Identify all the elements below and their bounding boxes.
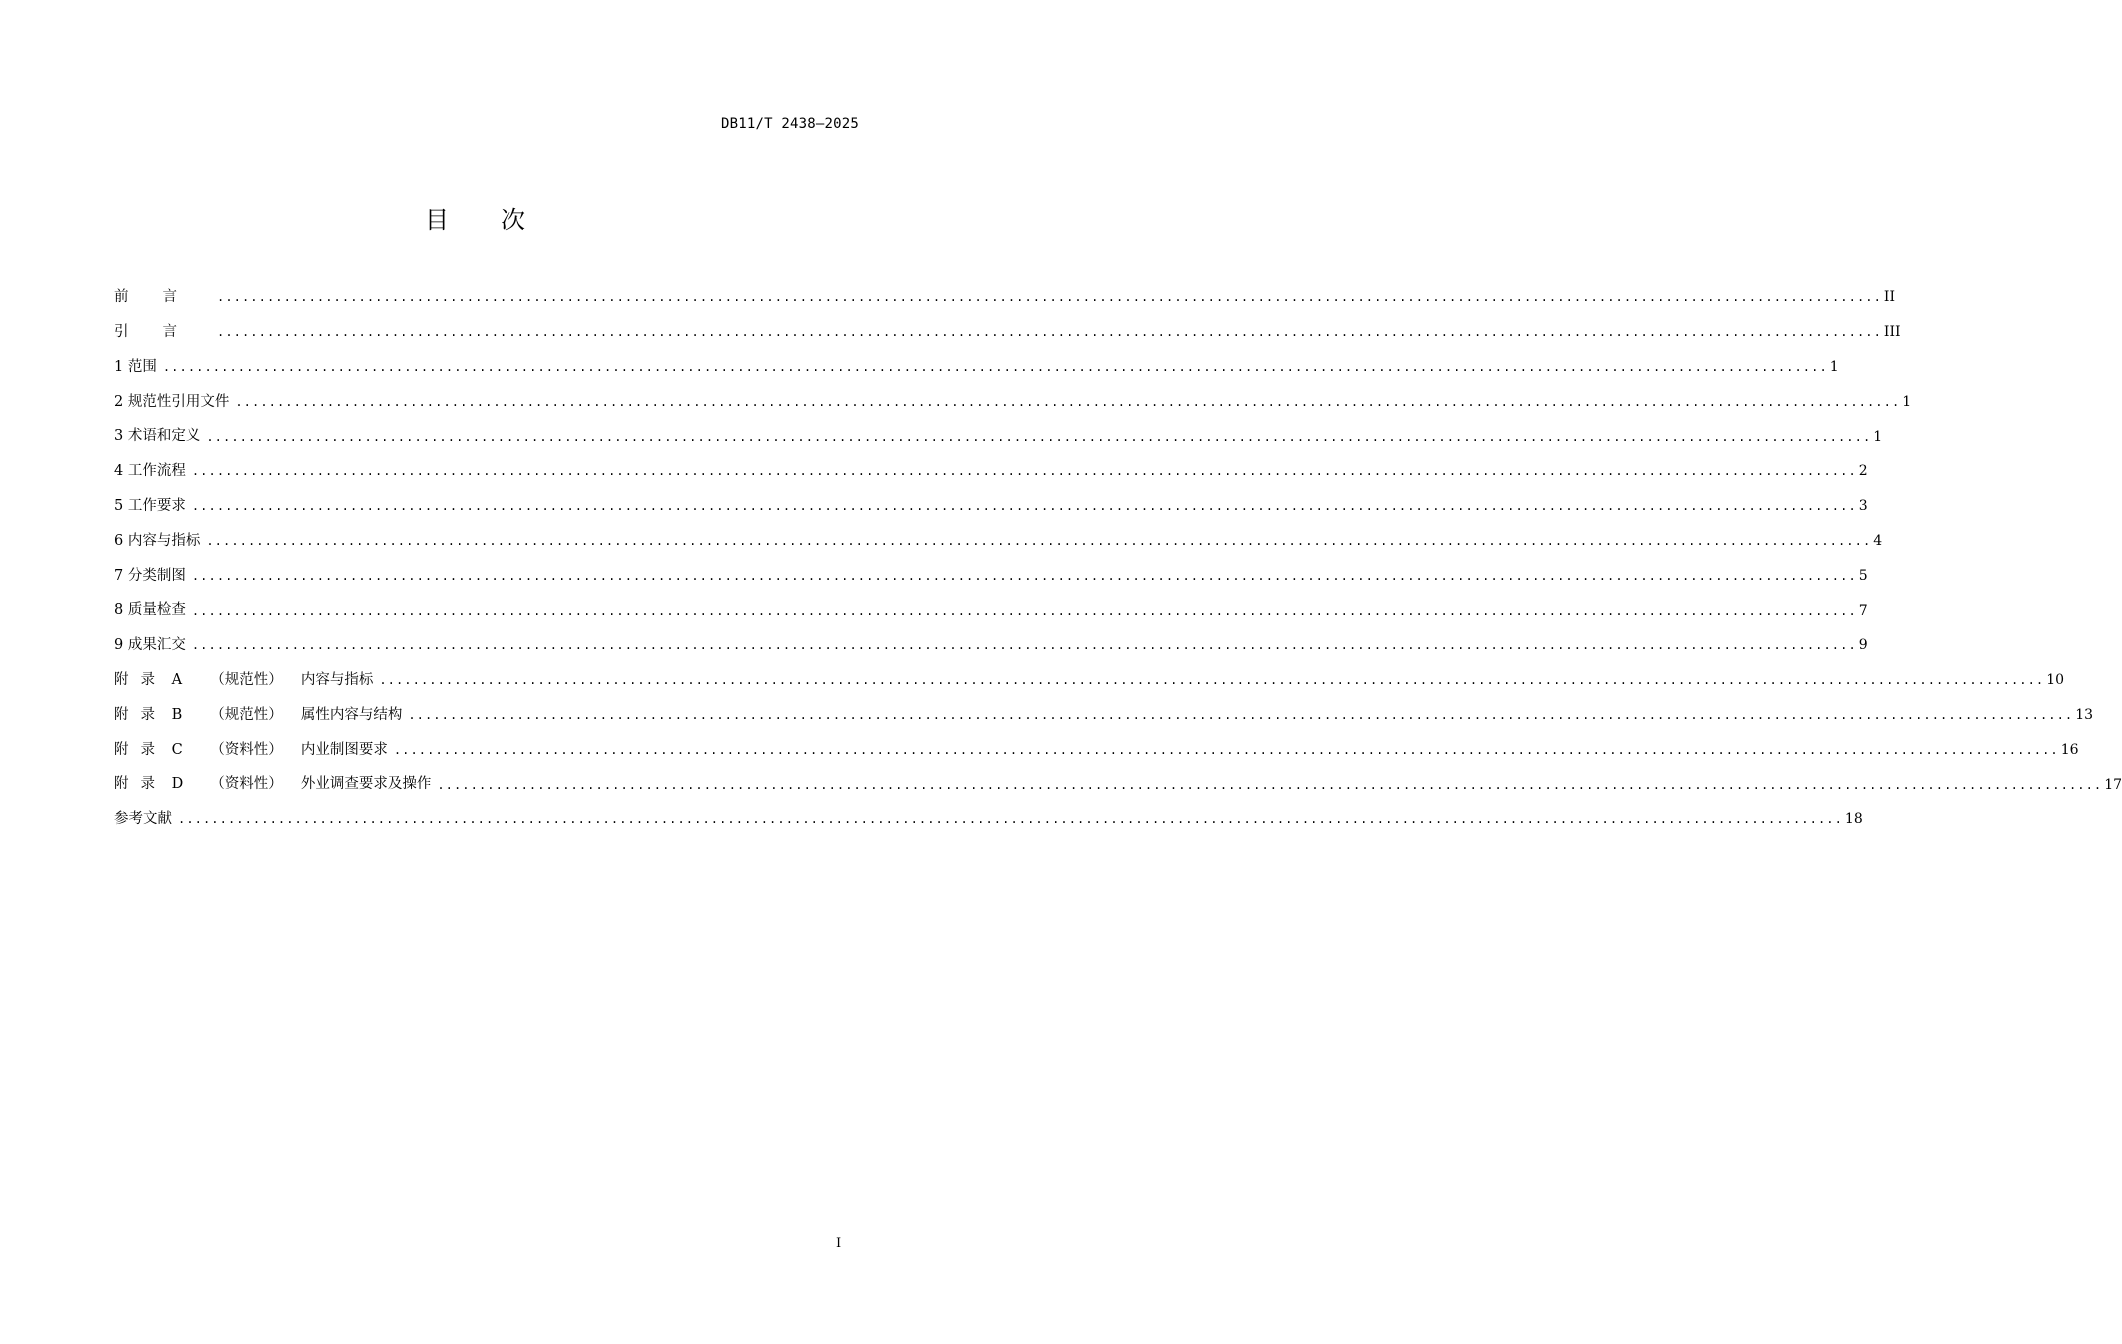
appendix-prefix: 附录 bbox=[114, 776, 167, 793]
toc-entry-appendix-d[interactable] bbox=[114, 767, 2122, 802]
dot-leader: ........................................................................................................................................................................................................ bbox=[206, 429, 1872, 444]
toc-entry-workflow[interactable] bbox=[114, 454, 1868, 489]
toc-entry-work-requirements[interactable] bbox=[114, 489, 1868, 524]
appendix-letter: A bbox=[171, 671, 183, 688]
dot-leader: ........................................................................................................................................................................................................ bbox=[437, 777, 2103, 792]
dot-leader: ........................................................................................................................................................................................................ bbox=[217, 325, 1882, 340]
dot-leader: ........................................................................................................................................................................................................ bbox=[191, 638, 1857, 653]
toc-entry-introduction[interactable] bbox=[114, 315, 1901, 350]
toc-entry-bibliography[interactable] bbox=[114, 802, 1863, 837]
dot-leader: ........................................................................................................................................................................................................ bbox=[408, 707, 2074, 722]
toc-entry-label: 3 术语和定义 bbox=[114, 428, 201, 445]
appendix-kind: （资料性） bbox=[210, 741, 283, 758]
toc-entry-label: 8 质量检查 bbox=[114, 602, 186, 619]
toc-entry-page: 5 bbox=[1858, 567, 1868, 584]
appendix-prefix: 附录 bbox=[114, 706, 167, 723]
toc-entry-label: 引言 bbox=[114, 323, 211, 340]
toc-entry-label bbox=[114, 708, 402, 723]
toc-entry-label: 7 分类制图 bbox=[114, 567, 186, 584]
toc-entry-normative-references[interactable] bbox=[114, 384, 1912, 419]
toc-entry-page: 4 bbox=[1873, 532, 1883, 549]
toc-entry-page: 7 bbox=[1858, 602, 1868, 619]
dot-leader: ........................................................................................................................................................................................................ bbox=[206, 533, 1872, 548]
dot-leader: ........................................................................................................................................................................................................ bbox=[191, 603, 1857, 618]
toc-entry-page: 18 bbox=[1844, 811, 1863, 828]
appendix-title: 外业调查要求及操作 bbox=[300, 776, 432, 793]
toc-entry-results-submission[interactable] bbox=[114, 628, 1868, 663]
dot-leader: ........................................................................................................................................................................................................ bbox=[162, 359, 1828, 374]
toc-entry-label bbox=[114, 673, 373, 688]
toc-entry-page: 1 bbox=[1873, 428, 1883, 445]
toc-entry-appendix-a[interactable] bbox=[114, 663, 2065, 698]
toc-entry-appendix-c[interactable] bbox=[114, 732, 2079, 767]
appendix-letter: C bbox=[171, 741, 183, 758]
toc-entry-foreword[interactable] bbox=[114, 280, 1895, 315]
toc-entry-page: 1 bbox=[1902, 393, 1912, 410]
appendix-title: 内业制图要求 bbox=[300, 741, 388, 758]
appendix-title: 属性内容与结构 bbox=[300, 706, 403, 723]
toc-entry-label: 前言 bbox=[114, 289, 211, 306]
toc-entry-page: 13 bbox=[2075, 706, 2094, 723]
toc-entry-label: 6 内容与指标 bbox=[114, 532, 201, 549]
appendix-letter: D bbox=[171, 776, 184, 793]
toc-entry-terms-definitions[interactable] bbox=[114, 419, 1883, 454]
appendix-kind: （资料性） bbox=[210, 776, 283, 793]
toc-entry-page: 17 bbox=[2104, 776, 2122, 793]
page-number: I bbox=[836, 1236, 842, 1251]
toc-entry-page: 10 bbox=[2046, 672, 2065, 689]
dot-leader: ........................................................................................................................................................................................................ bbox=[379, 673, 2045, 688]
toc-entry-label: 5 工作要求 bbox=[114, 497, 186, 514]
toc-entry-page: 16 bbox=[2060, 741, 2079, 758]
toc-entry-page: 1 bbox=[1829, 358, 1839, 375]
toc-entry-classification-mapping[interactable] bbox=[114, 558, 1868, 593]
appendix-kind: （规范性） bbox=[210, 671, 283, 688]
appendix-prefix: 附录 bbox=[114, 671, 167, 688]
dot-leader: ........................................................................................................................................................................................................ bbox=[217, 290, 1882, 305]
toc-entry-label: 9 成果汇交 bbox=[114, 637, 186, 654]
appendix-prefix: 附录 bbox=[114, 741, 167, 758]
appendix-letter: B bbox=[171, 706, 183, 723]
dot-leader: ........................................................................................................................................................................................................ bbox=[191, 464, 1857, 479]
dot-leader: ........................................................................................................................................................................................................ bbox=[393, 742, 2059, 757]
dot-leader: ........................................................................................................................................................................................................ bbox=[191, 568, 1857, 583]
toc-entry-appendix-b[interactable] bbox=[114, 698, 2094, 733]
toc-entry-scope[interactable] bbox=[114, 350, 1839, 385]
table-of-contents bbox=[114, 280, 2122, 837]
toc-entry-label: 1 范围 bbox=[114, 358, 157, 375]
appendix-kind: （规范性） bbox=[210, 706, 283, 723]
toc-entry-page: II bbox=[1883, 289, 1895, 306]
toc-entry-label: 2 规范性引用文件 bbox=[114, 393, 230, 410]
document-code: DB11/T 2438—2025 bbox=[720, 116, 859, 132]
toc-entry-page: III bbox=[1883, 324, 1901, 341]
appendix-title: 内容与指标 bbox=[300, 671, 374, 688]
toc-entry-label bbox=[114, 777, 431, 792]
dot-leader: ........................................................................................................................................................................................................ bbox=[178, 812, 1843, 827]
toc-entry-page: 9 bbox=[1858, 637, 1868, 654]
toc-entry-quality-check[interactable] bbox=[114, 593, 1868, 628]
dot-leader: ........................................................................................................................................................................................................ bbox=[191, 499, 1857, 514]
page-title: 目次 bbox=[425, 206, 577, 234]
toc-entry-label: 4 工作流程 bbox=[114, 463, 186, 480]
toc-entry-label bbox=[114, 743, 388, 758]
toc-entry-page: 3 bbox=[1858, 498, 1868, 515]
toc-entry-label: 参考文献 bbox=[114, 811, 172, 828]
toc-entry-content-indicators[interactable] bbox=[114, 524, 1883, 559]
dot-leader: ........................................................................................................................................................................................................ bbox=[235, 394, 1901, 409]
toc-entry-page: 2 bbox=[1858, 463, 1868, 480]
